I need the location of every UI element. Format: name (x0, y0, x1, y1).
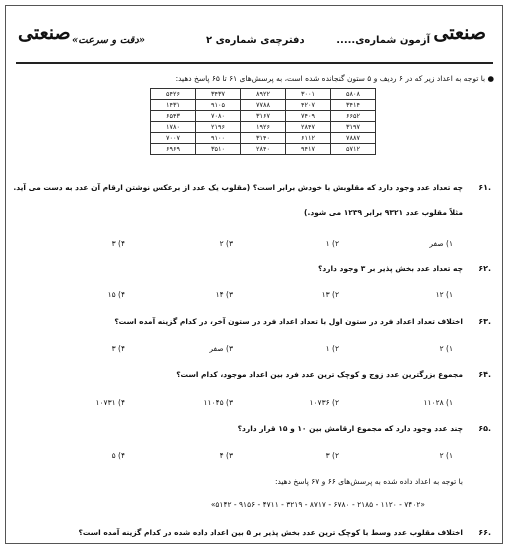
table-row (151, 133, 376, 144)
table-cell: ۶۵۴۳ (151, 111, 196, 122)
intro-text: ● با توجه به اعداد زیر که در ۶ ردیف و ۵ ستون گنجانده شده است، به پرسش‌های ۶۱ تا ۶۵ پاسخ دهید: (175, 74, 494, 83)
table-cell: ۱۹۲۶ (241, 122, 286, 133)
table-cell: ۲۱۹۶ (196, 122, 241, 133)
number-sequence: «۷۴۰۲ - ۱۱۲۰ - ۲۱۸۵ - ۶۷۸۰ - ۸۷۱۷ - ۳۲۱۹ - ۴۷۱۱ - ۹۱۵۶ - ۵۱۴۲» (210, 500, 425, 509)
question-number: ۶۴. (478, 370, 491, 379)
option-1[interactable]: ۱) ۲ (439, 344, 453, 353)
table-row (151, 144, 376, 155)
option-2[interactable]: ۲) ۱ (325, 239, 339, 248)
intro-66-67: با توجه به اعداد داده شده به پرسش‌های ۶۶ و ۶۷ پاسخ دهید: (274, 477, 463, 486)
table-cell: ۲۸۴۰ (241, 144, 286, 155)
logo-right: صنعتی (433, 22, 486, 44)
table-row (151, 111, 376, 122)
table-cell: ۶۱۱۲ (286, 133, 331, 144)
option-2[interactable]: ۲) ۳ (325, 451, 339, 460)
table-cell: ۷۰۸۰ (196, 111, 241, 122)
table-cell: ۶۶۵۲ (331, 111, 376, 122)
question-number: ۶۱. (478, 183, 491, 192)
table-row (151, 89, 376, 100)
table-cell: ۷۰۰۷ (151, 133, 196, 144)
table-cell: ۳۰۰۱ (286, 89, 331, 100)
option-1[interactable]: ۱) ۱۲ (435, 290, 453, 299)
option-1[interactable]: ۱) ۱۱۰۲۸ (423, 398, 453, 407)
table-cell: ۷۴۰۹ (286, 111, 331, 122)
table-row (151, 122, 376, 133)
option-4[interactable]: ۴) ۳ (111, 344, 125, 353)
option-4[interactable]: ۴) ۱۵ (107, 290, 125, 299)
table-cell: ۹۱۰۰ (196, 133, 241, 144)
table-cell: ۳۱۹۷ (331, 122, 376, 133)
table-cell: ۳۴۱۴ (331, 100, 376, 111)
option-2[interactable]: ۲) ۱۳ (321, 290, 339, 299)
table-cell: ۳۴۳۷ (196, 89, 241, 100)
table-cell: ۱۷۸۰ (151, 122, 196, 133)
option-3[interactable]: ۳) ۱۴ (215, 290, 233, 299)
header-separator (16, 62, 493, 64)
option-1[interactable]: ۱) ۲ (439, 451, 453, 460)
logo-left: صنعتی (18, 22, 71, 44)
option-4[interactable]: ۴) ۵ (111, 451, 125, 460)
header (8, 14, 500, 54)
table-cell: ۲۸۴۷ (286, 122, 331, 133)
question-text: چه تعداد عدد بخش پذیر بر ۳ وجود دارد؟ (317, 264, 463, 273)
option-2[interactable]: ۲) ۱ (325, 344, 339, 353)
option-4[interactable]: ۴) ۱۰۷۳۱ (95, 398, 125, 407)
table-cell: ۳۱۴۰ (241, 133, 286, 144)
table-cell: ۱۴۳۱ (151, 100, 196, 111)
question-number: ۶۶. (478, 528, 491, 537)
exam-title: آزمون شماره‌ی..... (336, 35, 430, 46)
motto: «دقت و سرعت» (72, 35, 146, 46)
number-table (150, 88, 376, 155)
question-text: اختلاف تعداد اعداد فرد در ستون اول با تعداد اعداد فرد در ستون آخر، در کدام گزینه آمده است؟ (114, 317, 463, 326)
table-cell: ۷۷۸۸ (241, 100, 286, 111)
table-cell: ۵۴۲۶ (151, 89, 196, 100)
option-3[interactable]: ۳) صفر (209, 344, 233, 353)
option-4[interactable]: ۴) ۳ (111, 239, 125, 248)
option-3[interactable]: ۳) ۱۱۰۴۵ (203, 398, 233, 407)
table-cell: ۹۴۱۷ (286, 144, 331, 155)
option-1[interactable]: ۱) صفر (429, 239, 453, 248)
table-cell: ۵۸۰۸ (331, 89, 376, 100)
question-number: ۶۳. (478, 317, 491, 326)
booklet-title: دفترچه‌ی شماره‌ی ۲ (206, 35, 305, 46)
option-2[interactable]: ۲) ۱۰۷۳۶ (309, 398, 339, 407)
question-text: مجموع بزرگترین عدد زوج و کوچک ترین عدد فرد بین اعداد موجود، کدام است؟ (176, 370, 463, 379)
question-text: چند عدد وجود دارد که مجموع ارقامش بین ۱۰ و ۱۵ قرار دارد؟ (237, 424, 463, 433)
page-frame (5, 5, 503, 544)
table-cell: ۷۸۸۷ (331, 133, 376, 144)
option-3[interactable]: ۳) ۲ (219, 239, 233, 248)
table-row (151, 100, 376, 111)
table-cell: ۹۱۰۵ (196, 100, 241, 111)
question-text-extra: مثلاً مقلوب عدد ۹۳۲۱ برابر ۱۲۳۹ می شود.) (304, 208, 463, 217)
table-cell: ۶۹۶۹ (151, 144, 196, 155)
question-text: چه تعداد عدد وجود دارد که مقلوبش با خودش برابر است؟ (مقلوب یک عدد از برعکس نوشتن ارقام آن عدد به دست می آید. (13, 183, 463, 192)
table-cell: ۳۱۶۷ (241, 111, 286, 122)
table-cell: ۵۷۱۲ (331, 144, 376, 155)
question-number: ۶۲. (478, 264, 491, 273)
table-cell: ۸۹۲۲ (241, 89, 286, 100)
option-3[interactable]: ۳) ۴ (219, 451, 233, 460)
table-cell: ۴۲۰۷ (286, 100, 331, 111)
question-number: ۶۵. (478, 424, 491, 433)
question-text: اختلاف مقلوب عدد وسط با کوچک ترین عدد بخش پذیر بر ۵ بین اعداد داده شده در کدام گزینه آمده است؟ (78, 528, 463, 537)
table-cell: ۳۵۱۰ (196, 144, 241, 155)
